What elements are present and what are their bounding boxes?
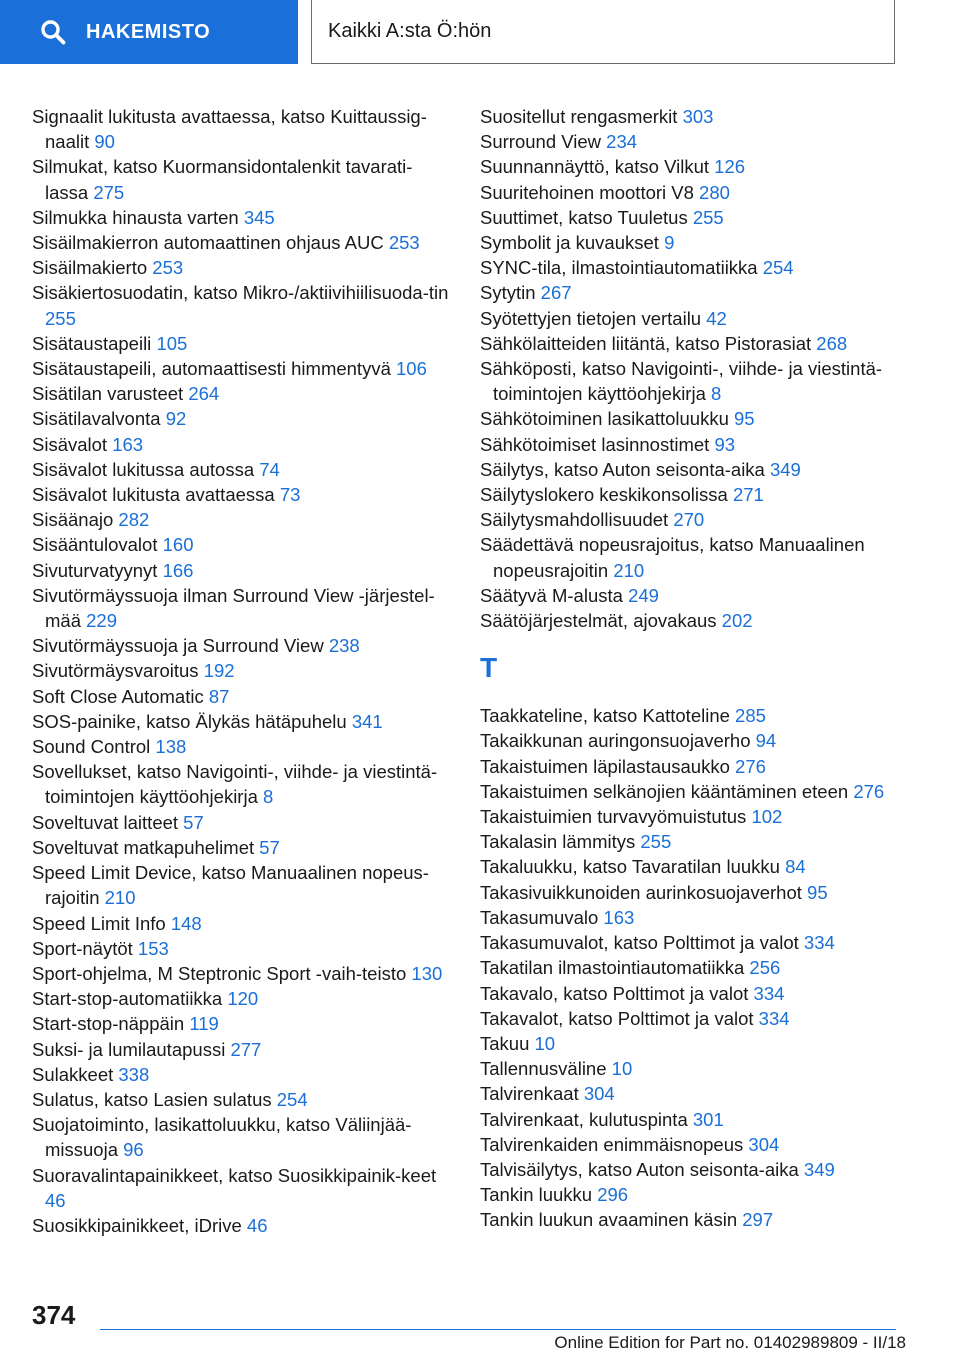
page-link[interactable]: 234	[606, 131, 638, 153]
page-link[interactable]: 192	[203, 660, 235, 682]
index-entry	[480, 1031, 910, 1056]
page-link[interactable]: 345	[243, 206, 275, 228]
page-link[interactable]: 202	[721, 610, 753, 632]
entry-term: Talvirenkaat	[480, 1083, 584, 1105]
index-entry	[480, 180, 910, 205]
entry-term: Talvisäilytys, katso Auton seisonta-aika	[480, 1158, 804, 1180]
index-entry	[480, 406, 910, 431]
entry-term: Suuttimet, katso Tuuletus	[480, 206, 693, 228]
index-entry	[32, 1062, 452, 1087]
entry-term: Sulakkeet	[32, 1063, 119, 1085]
entry-term: Takaluukku, katso Tavaratilan luukku	[480, 856, 786, 878]
page-link[interactable]: 130	[411, 962, 443, 984]
page-link[interactable]: 148	[170, 912, 202, 934]
entry-term: Soveltuvat laitteet	[32, 811, 184, 833]
index-entry	[480, 356, 910, 406]
page-link[interactable]: 297	[742, 1209, 774, 1231]
entry-term: Sisäänajo	[32, 509, 119, 531]
entry-term: Sähköposti, katso Navigointi-, viihde- ja viestintä‐toimintojen käyttöohjekirja	[480, 358, 883, 405]
entry-term: Talvirenkaiden enimmäisnopeus	[480, 1133, 749, 1155]
index-entry	[480, 905, 910, 930]
a-to-z-tab[interactable]	[311, 0, 895, 64]
page-link[interactable]: 163	[603, 906, 635, 928]
index-entry	[480, 507, 910, 532]
page-link[interactable]: 94	[755, 730, 777, 752]
entry-term: Säätyvä M-alusta	[480, 584, 629, 606]
page-link[interactable]: 349	[803, 1158, 835, 1180]
entry-term: Takaikkunan auringonsuojaverho	[480, 730, 756, 752]
index-entry	[480, 1132, 910, 1157]
entry-term: Surround View	[480, 131, 607, 153]
index-entry	[480, 306, 910, 331]
entry-term: Tallennusväline	[480, 1058, 612, 1080]
page-link[interactable]: 303	[682, 106, 714, 127]
entry-term: Sivutörmäyssuoja ilman Surround View -järjestel‐mää	[32, 584, 435, 632]
entry-term: Takaistuimen selkänojien kääntäminen eteen	[480, 780, 854, 802]
entry-term: Sisävalot lukitusta avattaessa	[32, 484, 280, 506]
page-link[interactable]: 74	[259, 458, 280, 480]
page-link[interactable]: 10	[611, 1058, 633, 1080]
page-link[interactable]: 296	[597, 1184, 629, 1206]
index-entry	[32, 936, 452, 961]
page-link[interactable]: 338	[118, 1063, 150, 1085]
footer-divider	[100, 1329, 896, 1330]
index-entry	[32, 961, 452, 986]
index-entry	[480, 1207, 910, 1232]
entry-term: Suunnannäyttö, katso Vilkut	[480, 156, 715, 178]
index-entry	[480, 1182, 910, 1207]
entry-term: Talvirenkaat, kulutuspinta	[480, 1108, 693, 1130]
entry-term: Sähkötoimiset lasinnostimet	[480, 433, 715, 455]
index-entry	[32, 684, 452, 709]
index-entry	[480, 1006, 910, 1031]
entry-term: Sivutörmäyssuoja ja Surround View	[32, 635, 329, 657]
page-link[interactable]: 285	[735, 705, 766, 727]
entry-term: Suojatoiminto, lasikattoluukku, katso Väliinjää‐missuoja	[32, 1114, 412, 1161]
entry-term: Sulatus, katso Lasien sulatus	[32, 1088, 277, 1110]
index-entry	[32, 583, 452, 633]
page-link[interactable]: 119	[189, 1013, 219, 1035]
page-link[interactable]: 276	[735, 755, 766, 777]
index-entry	[480, 331, 910, 356]
page-link[interactable]: 238	[328, 635, 360, 657]
page-link[interactable]: 280	[699, 181, 730, 203]
entry-term: Sivutörmäysvaroitus	[32, 660, 204, 682]
index-entry	[480, 104, 910, 129]
index-entry	[480, 829, 910, 854]
index-entry	[32, 860, 452, 910]
page-link[interactable]: 270	[673, 509, 705, 531]
page-link[interactable]: 92	[165, 408, 187, 430]
page-link[interactable]: 42	[706, 307, 727, 329]
entry-term: Sisävalot	[32, 433, 113, 455]
index-entry	[32, 104, 452, 154]
page-link[interactable]: 255	[692, 206, 724, 228]
entry-term: Start-stop-näppäin	[32, 1013, 190, 1035]
header	[0, 0, 960, 66]
entry-term: Takaistuimien turvavyömuistutus	[480, 806, 752, 828]
entry-term: Suksi- ja lumilautapussi	[32, 1038, 231, 1060]
index-column-left	[32, 104, 452, 1238]
index-entry	[480, 432, 910, 457]
page-link[interactable]: 341	[351, 710, 383, 732]
index-entry	[480, 728, 910, 753]
index-entry	[480, 583, 910, 608]
index-entry	[32, 1037, 452, 1062]
index-entry	[32, 532, 452, 557]
entry-term: Sport-ohjelma, M Steptronic Sport -vaih‐teisto	[32, 962, 412, 984]
index-list-s	[480, 104, 910, 633]
index-entry	[32, 633, 452, 658]
page-link[interactable]: 268	[816, 332, 848, 354]
entry-term: Suositellut rengasmerkit	[480, 106, 683, 127]
page-link[interactable]: 96	[123, 1139, 144, 1161]
page-link[interactable]: 90	[94, 131, 115, 153]
page-link[interactable]: 57	[183, 811, 204, 833]
index-entry	[32, 356, 452, 381]
entry-term: Sisätaustapeili	[32, 332, 157, 354]
index-entry	[32, 230, 452, 255]
entry-term: Sisääntulovalot	[32, 534, 163, 556]
page-link[interactable]: 105	[156, 332, 188, 354]
index-entry	[32, 835, 452, 860]
index-entry	[480, 880, 910, 905]
index-entry	[32, 1163, 452, 1213]
page-link[interactable]: 301	[692, 1108, 724, 1130]
entry-term: Sivuturvatyynyt	[32, 559, 163, 581]
index-entry	[480, 1056, 910, 1081]
page-link[interactable]: 46	[45, 1189, 66, 1211]
index-entry	[480, 981, 910, 1006]
index-entry	[480, 255, 910, 280]
index-entry	[480, 1081, 910, 1106]
entry-term: Sähkötoiminen lasikattoluukku	[480, 408, 735, 430]
index-entry	[32, 709, 452, 734]
entry-term: Sisäilmakierron automaattinen ohjaus AUC	[32, 232, 389, 254]
entry-term: Säätöjärjestelmät, ajovakaus	[480, 610, 722, 632]
index-entry	[480, 457, 910, 482]
index-entry	[32, 986, 452, 1011]
index-entry	[480, 280, 910, 305]
page-link[interactable]: 275	[93, 181, 125, 203]
page-link[interactable]: 264	[188, 383, 220, 405]
entry-term: Säilytys, katso Auton seisonta-aika	[480, 458, 770, 480]
entry-term: Takuu	[480, 1032, 535, 1054]
entry-term: Sisäilmakierto	[32, 257, 153, 279]
index-entry	[32, 734, 452, 759]
index-tab[interactable]	[0, 0, 298, 64]
entry-term: Sisäkiertosuodatin, katso Mikro-/aktiivihiilisuoda‐tin	[32, 282, 449, 304]
page-link[interactable]: 10	[534, 1032, 556, 1054]
section-letter-t: T	[480, 652, 498, 684]
page-link[interactable]: 254	[762, 257, 794, 279]
entry-term: Tankin luukun avaaminen käsin	[480, 1209, 743, 1231]
page-link[interactable]: 95	[807, 881, 828, 903]
page-link[interactable]: 166	[162, 559, 194, 581]
entry-term: Suoravalintapainikkeet, katso Suosikkipainik‐keet	[32, 1164, 437, 1186]
entry-term: Takaistuimen läpilastausaukko	[480, 755, 736, 777]
index-entry	[32, 658, 452, 683]
entry-term: Sähkölaitteiden liitäntä, katso Pistorasiat	[480, 332, 817, 354]
index-entry	[480, 854, 910, 879]
index-entry	[480, 754, 910, 779]
page-link[interactable]: 255	[45, 307, 76, 329]
index-entry	[480, 608, 910, 633]
index-entry	[32, 381, 452, 406]
index-entry	[480, 230, 910, 255]
page-link[interactable]: 210	[613, 559, 645, 581]
index-entry	[480, 955, 910, 980]
entry-term: Sisätilan varusteet	[32, 383, 189, 405]
page-link[interactable]: 95	[734, 408, 755, 430]
entry-term: Takavalo, katso Polttimot ja valot	[480, 982, 754, 1004]
page-link[interactable]: 93	[714, 433, 736, 455]
page-link[interactable]: 277	[230, 1038, 262, 1060]
entry-term: Speed Limit Device, katso Manuaalinen nopeus‐rajoitin	[32, 862, 429, 909]
page-link[interactable]: 255	[640, 831, 672, 853]
page-link[interactable]: 126	[714, 156, 746, 178]
page-link[interactable]: 138	[155, 736, 187, 758]
page-link[interactable]: 282	[118, 509, 150, 531]
footer-edition: Online Edition for Part no. 01402989809 - II/18	[554, 1333, 906, 1352]
index-entry	[480, 532, 910, 582]
index-entry	[32, 406, 452, 431]
page-link[interactable]: 267	[540, 282, 572, 304]
page-number: 374	[32, 1300, 76, 1330]
index-tab-label: HAKEMISTO	[86, 20, 211, 43]
entry-term: Suuritehoinen moottori V8	[480, 181, 700, 203]
index-entry	[32, 1011, 452, 1036]
page-link[interactable]: 8	[711, 383, 722, 405]
entry-term: Sisätilavalvonta	[32, 408, 166, 430]
page-link[interactable]: 271	[732, 484, 764, 506]
entry-term: Sound Control	[32, 736, 156, 758]
index-entry	[32, 1213, 452, 1238]
page-link[interactable]: 9	[664, 232, 675, 254]
entry-term: Sytytin	[480, 282, 541, 304]
page-link[interactable]: 276	[853, 780, 885, 802]
entry-term: Takalasin lämmitys	[480, 831, 641, 853]
index-entry	[32, 1112, 452, 1162]
page-link[interactable]: 120	[227, 988, 259, 1010]
entry-term: Sovellukset, katso Navigointi-, viihde- ja viestintä‐toimintojen käyttöohjekirja	[32, 761, 438, 808]
index-entry	[480, 205, 910, 230]
index-entry	[32, 558, 452, 583]
entry-term: Soft Close Automatic	[32, 685, 209, 707]
entry-term: SOS-painike, katso Älykäs hätäpuhelu	[32, 710, 352, 732]
page-link[interactable]: 229	[86, 610, 118, 632]
entry-term: Sisävalot lukitussa autossa	[32, 458, 260, 480]
page-link[interactable]: 334	[753, 982, 785, 1004]
entry-term: Säilytyslokero keskikonsolissa	[480, 484, 733, 506]
entry-term: Silmukka hinausta varten	[32, 206, 244, 228]
entry-term: Suosikkipainikkeet, iDrive	[32, 1214, 247, 1236]
page-link[interactable]: 57	[259, 836, 280, 858]
page-link[interactable]: 102	[751, 806, 783, 828]
index-entry	[32, 482, 452, 507]
a-to-z-tab-label: Kaikki A:sta Ö:hön	[328, 20, 492, 42]
entry-term: Speed Limit Info	[32, 912, 171, 934]
page-link[interactable]: 153	[137, 937, 169, 959]
index-entry	[32, 255, 452, 280]
index-entry	[32, 457, 452, 482]
entry-term: Takatilan ilmastointiautomatiikka	[480, 957, 750, 979]
entry-term: Tankin luukku	[480, 1184, 598, 1206]
index-entry	[32, 759, 452, 809]
index-entry	[480, 1107, 910, 1132]
index-entry	[480, 129, 910, 154]
page-link[interactable]: 253	[388, 232, 420, 254]
entry-term: Sport-näytöt	[32, 937, 138, 959]
index-entry	[32, 507, 452, 532]
page-link[interactable]: 334	[803, 932, 835, 954]
page-link[interactable]: 87	[208, 685, 230, 707]
page-link[interactable]: 304	[748, 1133, 780, 1155]
index-entry	[32, 1087, 452, 1112]
entry-term: Syötettyjen tietojen vertailu	[480, 307, 707, 329]
entry-term: Symbolit ja kuvaukset	[480, 232, 665, 254]
entry-term: SYNC-tila, ilmastointiautomatiikka	[480, 257, 763, 279]
index-entry	[480, 154, 910, 179]
index-entry	[32, 154, 452, 204]
page-link[interactable]: 84	[785, 856, 806, 878]
page-link[interactable]: 334	[758, 1007, 790, 1029]
entry-term: Sisätaustapeili, automaattisesti himmentyvä	[32, 358, 397, 380]
index-entry	[480, 779, 910, 804]
entry-term: Silmukat, katso Kuormansidontalenkit tavarati‐lassa	[32, 156, 413, 203]
entry-term: Säilytysmahdollisuudet	[480, 509, 674, 531]
index-entry	[480, 804, 910, 829]
page-link[interactable]: 249	[628, 584, 659, 606]
page-link[interactable]: 160	[162, 534, 194, 556]
index-entry	[32, 280, 452, 330]
index-entry	[32, 205, 452, 230]
page-link[interactable]: 253	[152, 257, 184, 279]
index-entry	[32, 432, 452, 457]
page-link[interactable]: 254	[276, 1088, 308, 1110]
entry-term: Signaalit lukitusta avattaessa, katso Kuittaussig‐naalit	[32, 106, 427, 153]
entry-term: Säädettävä nopeusrajoitus, katso Manuaalinen nopeusrajoitin	[480, 534, 865, 581]
page-link[interactable]: 304	[583, 1083, 615, 1105]
index-entry	[480, 703, 910, 728]
entry-term: Taakkateline, katso Kattoteline	[480, 705, 736, 727]
page-link[interactable]: 210	[104, 887, 136, 909]
entry-term: Soveltuvat matkapuhelimet	[32, 836, 260, 858]
index-entry	[32, 331, 452, 356]
entry-term: Takasumuvalo	[480, 906, 604, 928]
index-entry	[32, 911, 452, 936]
page-link[interactable]: 8	[263, 786, 274, 808]
index-column-right	[480, 104, 910, 1233]
index-entry	[480, 930, 910, 955]
entry-term: Start-stop-automatiikka	[32, 988, 228, 1010]
page-link[interactable]: 256	[749, 957, 781, 979]
index-entry	[32, 810, 452, 835]
page-link[interactable]: 73	[279, 484, 301, 506]
entry-term: Takavalot, katso Polttimot ja valot	[480, 1007, 759, 1029]
index-entry	[480, 1157, 910, 1182]
search-icon	[40, 19, 66, 45]
page-link[interactable]: 46	[246, 1214, 268, 1236]
page-link[interactable]: 349	[769, 458, 801, 480]
page-link[interactable]: 163	[112, 433, 144, 455]
entry-term: Takasumuvalot, katso Polttimot ja valot	[480, 932, 804, 954]
entry-term: Takasivuikkunoiden aurinkosuojaverhot	[480, 881, 808, 903]
page-link[interactable]: 106	[396, 358, 427, 380]
index-entry	[480, 482, 910, 507]
index-list-t	[480, 703, 910, 1232]
